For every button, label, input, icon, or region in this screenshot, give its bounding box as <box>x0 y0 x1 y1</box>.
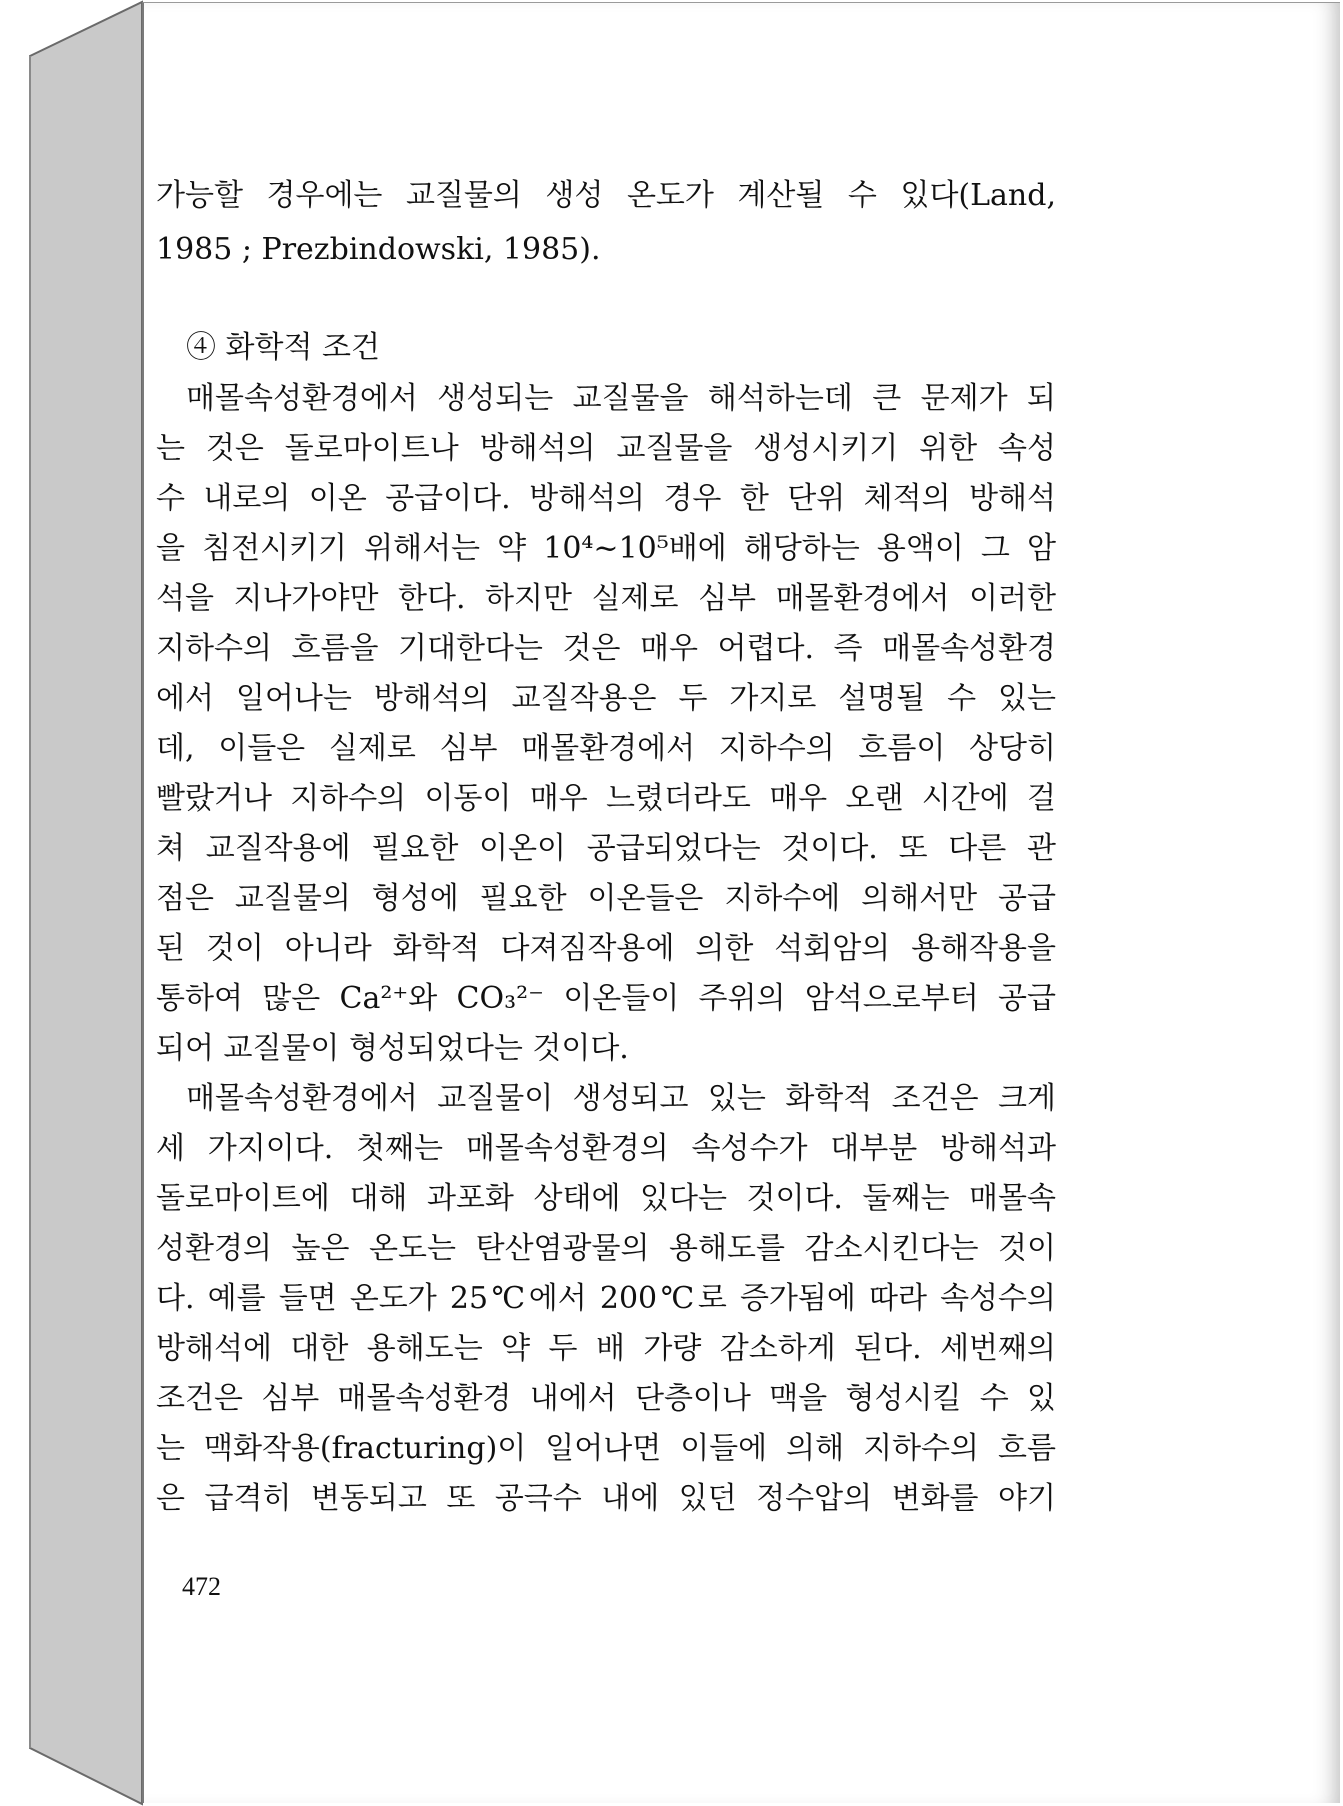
paragraph-line: 세 가지이다. 첫째는 매몰속성환경의 속성수가 대부분 방해석과 <box>156 1131 1056 1166</box>
paragraph-line: 데, 이들은 실제로 심부 매몰환경에서 지하수의 흐름이 상당히 <box>156 731 1056 766</box>
book-edge-shape <box>0 0 145 1806</box>
paragraph-line: 은 급격히 변동되고 또 공극수 내에 있던 정수압의 변화를 야기 <box>156 1481 1056 1516</box>
paragraph-line: 석을 지나가야만 한다. 하지만 실제로 심부 매몰환경에서 이러한 <box>156 581 1056 616</box>
paragraph-line: 통하여 많은 Ca²⁺와 CO₃²⁻ 이온들이 주위의 암석으로부터 공급 <box>156 981 1056 1016</box>
paragraph-line: 돌로마이트에 대해 과포화 상태에 있다는 것이다. 둘째는 매몰속 <box>156 1181 1056 1216</box>
paragraph-line: 수 내로의 이온 공급이다. 방해석의 경우 한 단위 체적의 방해석 <box>156 481 1056 516</box>
paragraph-line: 을 침전시키기 위해서는 약 10⁴~10⁵배에 해당하는 용액이 그 암 <box>156 531 1056 566</box>
section-heading: ④ 화학적 조건 <box>186 330 380 365</box>
paragraph-line: 방해석에 대한 용해도는 약 두 배 가량 감소하게 된다. 세번째의 <box>156 1331 1056 1366</box>
paragraph-line: 조건은 심부 매몰속성환경 내에서 단층이나 맥을 형성시킬 수 있 <box>156 1381 1056 1416</box>
paragraph-line: 빨랐거나 지하수의 이동이 매우 느렸더라도 매우 오랜 시간에 걸 <box>156 781 1056 816</box>
paragraph-line: 에서 일어나는 방해석의 교질작용은 두 가지로 설명될 수 있는 <box>156 681 1056 716</box>
book-side-edge <box>0 0 145 1806</box>
page-number: 472 <box>182 1572 221 1601</box>
intro-line: 가능할 경우에는 교질물의 생성 온도가 계산될 수 있다(Land, <box>156 178 1056 213</box>
paragraph-line: 성환경의 높은 온도는 탄산염광물의 용해도를 감소시킨다는 것이 <box>156 1231 1056 1266</box>
intro-line: 1985 ; Prezbindowski, 1985). <box>156 232 601 267</box>
paragraph-line: 매몰속성환경에서 교질물이 생성되고 있는 화학적 조건은 크게 <box>186 1081 1056 1116</box>
paragraph-line: 는 맥화작용(fracturing)이 일어나면 이들에 의해 지하수의 흐름 <box>156 1431 1056 1466</box>
paragraph-line: 쳐 교질작용에 필요한 이온이 공급되었다는 것이다. 또 다른 관 <box>156 831 1056 866</box>
paragraph-line: 된 것이 아니라 화학적 다져짐작용에 의한 석회암의 용해작용을 <box>156 931 1056 966</box>
paragraph-line: 지하수의 흐름을 기대한다는 것은 매우 어렵다. 즉 매몰속성환경 <box>156 631 1056 666</box>
paragraph-line: 다. 예를 들면 온도가 25℃에서 200℃로 증가됨에 따라 속성수의 <box>156 1281 1056 1316</box>
paragraph-line: 는 것은 돌로마이트나 방해석의 교질물을 생성시키기 위한 속성 <box>156 431 1056 466</box>
paragraph-line: 매몰속성환경에서 생성되는 교질물을 해석하는데 큰 문제가 되 <box>186 381 1056 416</box>
paragraph-line: 점은 교질물의 형성에 필요한 이온들은 지하수에 의해서만 공급 <box>156 881 1056 916</box>
paragraph-line: 되어 교질물이 형성되었다는 것이다. <box>156 1031 629 1066</box>
